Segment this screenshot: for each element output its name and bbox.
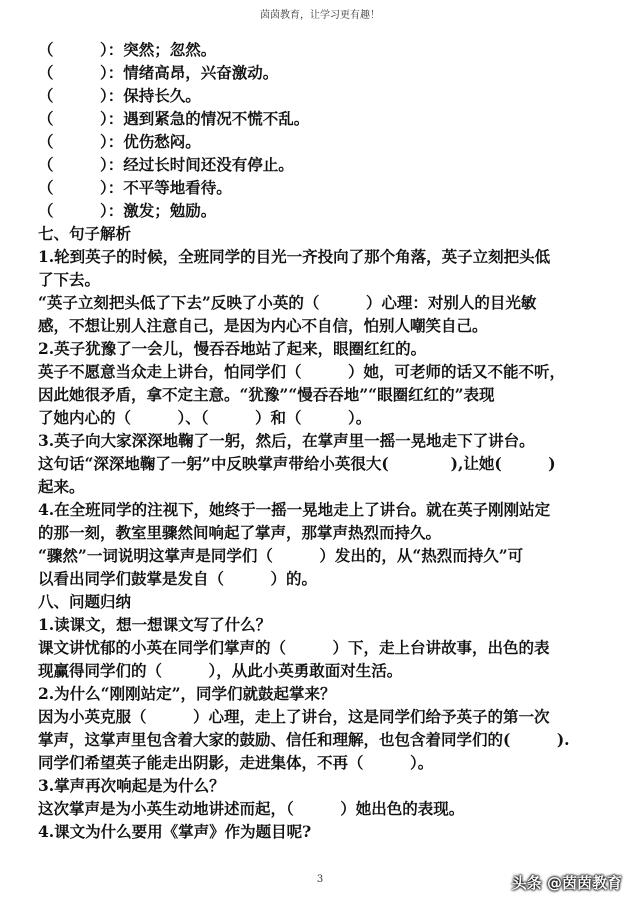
text-line: 1.读课文，想一想课文写了什么？ (38, 615, 272, 634)
text-line: 感，不想让别人注意自己，是因为内心不自信，怕别人嘲笑自己。 (38, 316, 488, 335)
text-line: 2.英子犹豫了一会儿，慢吞吞地站了起来，眼圈红红的。 (38, 339, 427, 358)
text-line: 4.课文为什么要用《掌声》作为题目呢? (38, 822, 312, 841)
section-heading: 七、句子解析 (38, 224, 132, 243)
text-line: 4.在全班同学的注视下，她终于一摇一晃地走上了讲台。就在英子刚刚站定 (38, 500, 551, 519)
text-line: 这次掌声是为小英生动地讲述而起，（ ）她出色的表现。 (38, 799, 465, 818)
text-line: 以看出同学们鼓掌是发自（ ）的。 (38, 569, 318, 588)
text-line: （ ）：不平等地看待。 (38, 178, 232, 197)
text-line: 起来。 (38, 477, 85, 496)
watermark: 头条 @茵茵教育 (511, 874, 622, 892)
text-line: 英子不愿意当众走上讲台，怕同学们（ ）她，可老师的话又不能不听， (38, 362, 566, 381)
text-line: 因为小英克服（ ）心理，走上了讲台，这是同学们给予英子的第一次 (38, 707, 550, 726)
text-line: （ ）：遇到紧急的情况不慌不乱。 (38, 109, 310, 128)
text-line: 这句话“深深地鞠了一躬”中反映掌声带给小英很大( ),让她( ) (38, 454, 556, 473)
text-line: 课文讲忧郁的小英在同学们掌声的（ ）下，走上台讲故事，出色的表 (38, 638, 550, 657)
text-line: 了她内心的（ ）、（ ）和（ ）。 (38, 408, 372, 427)
worksheet-body (38, 38, 608, 843)
text-line: 3.掌声再次响起是为什么？ (38, 776, 225, 795)
text-line: （ ）：经过长时间还没有停止。 (38, 155, 294, 174)
text-line: “英子立刻把头低了下去”反映了小英的（ ）心理：对别人的目光敏 (38, 293, 537, 312)
text-line: （ ）：突然；忽然。 (38, 40, 217, 59)
text-line: 现赢得同学们的（ ），从此小英勇敢面对生活。 (38, 661, 403, 680)
text-line: （ ）：激发；勉励。 (38, 201, 217, 220)
text-line: （ ）：优伤愁闷。 (38, 132, 201, 151)
page-header: 茵茵教育，让学习更有趣！ (260, 10, 380, 21)
text-line: 了下去。 (38, 270, 101, 289)
section-heading: 八、问题归纳 (38, 592, 132, 611)
text-line: （ ）：情绪高昂，兴奋激动。 (38, 63, 279, 82)
text-line: 因此她很矛盾，拿不定主意。“犹豫”“慢吞吞地”“眼圈红红的”表现 (38, 385, 495, 404)
text-line: 同学们希望英子能走出阴影，走进集体，不再（ ）。 (38, 753, 434, 772)
text-line: “骤然”一词说明这掌声是同学们（ ）发出的，从“热烈而持久”可 (38, 546, 524, 565)
text-line: 3.英子向大家深深地鞠了一躬，然后，在掌声里一摇一晃地走下了讲台。 (38, 431, 535, 450)
text-line: 1.轮到英子的时候，全班同学的目光一齐投向了那个角落，英子立刻把头低 (38, 247, 551, 266)
text-line: （ ）：保持长久。 (38, 86, 201, 105)
text-line: 掌声，这掌声里包含着大家的鼓励、信任和理解，也包含着同学们的( ). (38, 730, 570, 749)
text-line: 的那一刻，教室里骤然间响起了掌声，那掌声热烈而持久。 (38, 523, 442, 542)
page-number: 3 (316, 874, 324, 885)
text-line: 2.为什么“刚刚站定”，同学们就鼓起掌来？ (38, 684, 336, 703)
